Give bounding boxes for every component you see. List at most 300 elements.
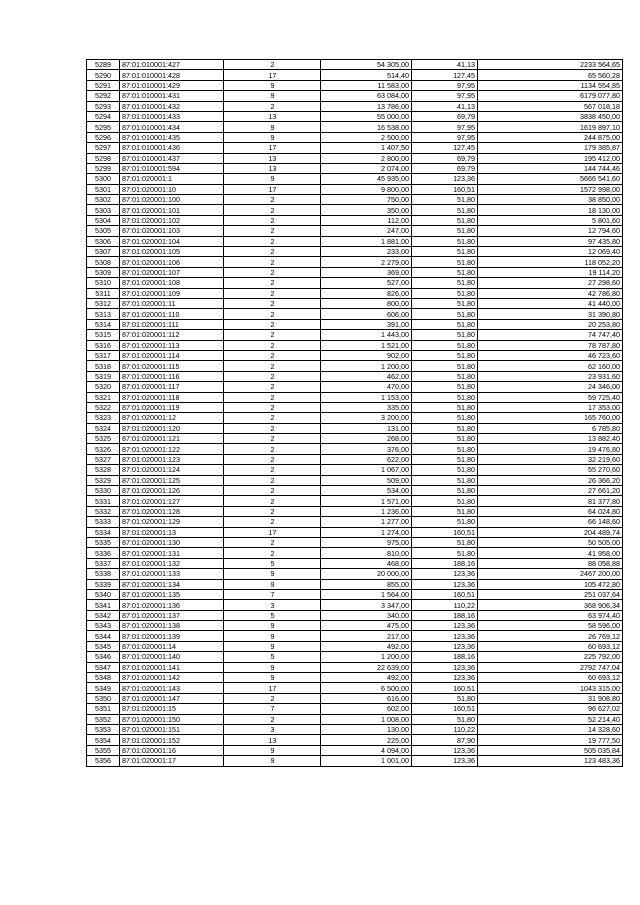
area-cell: 1 277,00 [321,517,412,527]
cadastral-number-cell: 87:01:020001:135 [120,589,224,599]
rate-cell: 123,36 [411,631,477,641]
area-cell: 810,00 [321,548,412,558]
zone-code-cell: 9 [224,662,321,672]
table-row [87,735,623,745]
row-number-cell: 5327 [87,454,120,464]
cadastral-number-cell: 87:01:020001:1 [120,174,224,184]
row-number-cell: 5344 [87,631,120,641]
table-row [87,527,623,537]
row-number-cell: 5332 [87,506,120,516]
zone-code-cell: 2 [224,382,321,392]
cadastral-number-cell: 87:01:020001:134 [120,579,224,589]
cadastral-value-cell: 23 931,60 [478,371,623,381]
cadastral-number-cell: 87:01:010001:431 [120,91,224,101]
cadastral-value-cell: 26 769,12 [478,631,623,641]
table-row [87,652,623,662]
table-row [87,725,623,735]
zone-code-cell: 9 [224,641,321,651]
rate-cell: 51,80 [411,444,477,454]
cadastral-number-cell: 87:01:010001:432 [120,101,224,111]
row-number-cell: 5321 [87,392,120,402]
rate-cell: 51,80 [411,205,477,215]
row-number-cell: 5348 [87,673,120,683]
table-row [87,423,623,433]
area-cell: 468,00 [321,558,412,568]
rate-cell: 188,16 [411,558,477,568]
cadastral-value-cell: 59 725,40 [478,392,623,402]
row-number-cell: 5298 [87,153,120,163]
area-cell: 1 443,00 [321,330,412,340]
zone-code-cell: 9 [224,122,321,132]
table-row [87,610,623,620]
zone-code-cell: 2 [224,506,321,516]
row-number-cell: 5315 [87,330,120,340]
table-row [87,101,623,111]
row-number-cell: 5338 [87,569,120,579]
row-number-cell: 5296 [87,132,120,142]
table-row [87,319,623,329]
zone-code-cell: 2 [224,60,321,70]
rate-cell: 123,36 [411,756,477,766]
cadastral-number-cell: 87:01:010001:433 [120,111,224,121]
row-number-cell: 5313 [87,309,120,319]
zone-code-cell: 2 [224,537,321,547]
table-row [87,350,623,360]
row-number-cell: 5311 [87,288,120,298]
table-row [87,506,623,516]
area-cell: 112,00 [321,215,412,225]
rate-cell: 127,45 [411,70,477,80]
table-row [87,278,623,288]
cadastral-number-cell: 87:01:020001:151 [120,725,224,735]
area-cell: 350,00 [321,205,412,215]
row-number-cell: 5346 [87,652,120,662]
cadastral-number-cell: 87:01:020001:13 [120,527,224,537]
zone-code-cell: 17 [224,527,321,537]
area-cell: 1 236,00 [321,506,412,516]
area-cell: 45 935,00 [321,174,412,184]
cadastral-number-cell: 87:01:010001:427 [120,60,224,70]
zone-code-cell: 9 [224,132,321,142]
area-cell: 975,00 [321,537,412,547]
area-cell: 527,00 [321,278,412,288]
area-cell: 376,00 [321,444,412,454]
area-cell: 1 008,00 [321,714,412,724]
table-row [87,402,623,412]
rate-cell: 69,79 [411,163,477,173]
cadastral-number-cell: 87:01:010001:594 [120,163,224,173]
cadastral-number-cell: 87:01:020001:110 [120,309,224,319]
zone-code-cell: 2 [224,413,321,423]
zone-code-cell: 9 [224,756,321,766]
cadastral-value-cell: 251 037,64 [478,589,623,599]
table-row [87,309,623,319]
area-cell: 1 200,00 [321,652,412,662]
cadastral-value-cell: 118 052,20 [478,257,623,267]
cadastral-number-cell: 87:01:020001:100 [120,195,224,205]
cadastral-number-cell: 87:01:020001:136 [120,600,224,610]
area-cell: 606,00 [321,309,412,319]
rate-cell: 110,22 [411,725,477,735]
table-row [87,756,623,766]
cadastral-value-cell: 26 366,20 [478,475,623,485]
table-row [87,693,623,703]
table-row [87,537,623,547]
row-number-cell: 5291 [87,80,120,90]
rate-cell: 51,80 [411,226,477,236]
table-row [87,673,623,683]
area-cell: 534,00 [321,486,412,496]
row-number-cell: 5301 [87,184,120,194]
cadastral-value-cell: 105 472,80 [478,579,623,589]
row-number-cell: 5339 [87,579,120,589]
area-cell: 622,00 [321,454,412,464]
area-cell: 1 407,50 [321,143,412,153]
table-row [87,267,623,277]
cadastral-number-cell: 87:01:020001:104 [120,236,224,246]
rate-cell: 160,51 [411,589,477,599]
row-number-cell: 5345 [87,641,120,651]
row-number-cell: 5309 [87,267,120,277]
area-cell: 3 347,00 [321,600,412,610]
area-cell: 11 583,00 [321,80,412,90]
rate-cell: 51,80 [411,506,477,516]
row-number-cell: 5333 [87,517,120,527]
cadastral-value-cell: 1043 315,00 [478,683,623,693]
cadastral-number-cell: 87:01:020001:130 [120,537,224,547]
rate-cell: 69,79 [411,111,477,121]
cadastral-value-cell: 6 785,80 [478,423,623,433]
zone-code-cell: 2 [224,236,321,246]
rate-cell: 41,13 [411,60,477,70]
cadastral-number-cell: 87:01:020001:125 [120,475,224,485]
row-number-cell: 5352 [87,714,120,724]
cadastral-number-cell: 87:01:010001:435 [120,132,224,142]
cadastral-number-cell: 87:01:020001:101 [120,205,224,215]
cadastral-number-cell: 87:01:020001:147 [120,693,224,703]
zone-code-cell: 2 [224,693,321,703]
cadastral-value-cell: 52 214,40 [478,714,623,724]
table-row [87,704,623,714]
zone-code-cell: 2 [224,330,321,340]
zone-code-cell: 9 [224,745,321,755]
area-cell: 1 153,00 [321,392,412,402]
cadastral-number-cell: 87:01:020001:121 [120,434,224,444]
cadastral-value-table [86,59,623,767]
cadastral-number-cell: 87:01:020001:113 [120,340,224,350]
zone-code-cell: 2 [224,423,321,433]
area-cell: 6 500,00 [321,683,412,693]
cadastral-value-cell: 1619 897,10 [478,122,623,132]
rate-cell: 51,80 [411,257,477,267]
table-row [87,662,623,672]
cadastral-value-cell: 27 661,20 [478,486,623,496]
cadastral-value-cell: 88 058,88 [478,558,623,568]
zone-code-cell: 7 [224,704,321,714]
cadastral-value-cell: 13 882,40 [478,434,623,444]
row-number-cell: 5337 [87,558,120,568]
cadastral-value-cell: 123 483,36 [478,756,623,766]
table-row [87,641,623,651]
row-number-cell: 5325 [87,434,120,444]
table-row [87,184,623,194]
cadastral-number-cell: 87:01:010001:434 [120,122,224,132]
cadastral-value-cell: 24 346,00 [478,382,623,392]
cadastral-number-cell: 87:01:020001:117 [120,382,224,392]
table-row [87,382,623,392]
area-cell: 470,00 [321,382,412,392]
cadastral-number-cell: 87:01:010001:437 [120,153,224,163]
cadastral-number-cell: 87:01:020001:143 [120,683,224,693]
cadastral-number-cell: 87:01:020001:111 [120,319,224,329]
cadastral-value-cell: 179 385,87 [478,143,623,153]
cadastral-number-cell: 87:01:020001:16 [120,745,224,755]
zone-code-cell: 2 [224,319,321,329]
zone-code-cell: 3 [224,725,321,735]
cadastral-value-cell: 5 801,60 [478,215,623,225]
zone-code-cell: 2 [224,278,321,288]
cadastral-number-cell: 87:01:020001:123 [120,454,224,464]
row-number-cell: 5317 [87,350,120,360]
cadastral-number-cell: 87:01:020001:128 [120,506,224,516]
area-cell: 340,00 [321,610,412,620]
zone-code-cell: 2 [224,434,321,444]
area-cell: 369,00 [321,267,412,277]
cadastral-value-cell: 18 130,00 [478,205,623,215]
row-number-cell: 5323 [87,413,120,423]
cadastral-value-cell: 60 693,12 [478,673,623,683]
zone-code-cell: 2 [224,475,321,485]
table-row [87,174,623,184]
cadastral-value-cell: 63 974,40 [478,610,623,620]
zone-code-cell: 2 [224,267,321,277]
zone-code-cell: 2 [224,226,321,236]
cadastral-value-cell: 567 018,18 [478,101,623,111]
zone-code-cell: 2 [224,444,321,454]
row-number-cell: 5354 [87,735,120,745]
table-row [87,371,623,381]
rate-cell: 51,80 [411,465,477,475]
cadastral-number-cell: 87:01:020001:137 [120,610,224,620]
row-number-cell: 5330 [87,486,120,496]
rate-cell: 51,80 [411,548,477,558]
cadastral-number-cell: 87:01:020001:127 [120,496,224,506]
cadastral-value-cell: 1572 998,00 [478,184,623,194]
area-cell: 514,40 [321,70,412,80]
cadastral-value-cell: 195 412,00 [478,153,623,163]
cadastral-value-cell: 19 777,50 [478,735,623,745]
table-row [87,496,623,506]
rate-cell: 69,79 [411,153,477,163]
zone-code-cell: 9 [224,673,321,683]
zone-code-cell: 2 [224,371,321,381]
rate-cell: 123,36 [411,621,477,631]
row-number-cell: 5318 [87,361,120,371]
zone-code-cell: 7 [224,589,321,599]
rate-cell: 51,80 [411,340,477,350]
zone-code-cell: 2 [224,247,321,257]
zone-code-cell: 2 [224,257,321,267]
rate-cell: 123,36 [411,569,477,579]
rate-cell: 51,80 [411,714,477,724]
table-row [87,454,623,464]
cadastral-number-cell: 87:01:020001:122 [120,444,224,454]
cadastral-number-cell: 87:01:020001:116 [120,371,224,381]
rate-cell: 87,90 [411,735,477,745]
cadastral-value-cell: 42 786,80 [478,288,623,298]
row-number-cell: 5351 [87,704,120,714]
table-row [87,70,623,80]
rate-cell: 51,80 [411,475,477,485]
rate-cell: 97,95 [411,122,477,132]
cadastral-number-cell: 87:01:020001:126 [120,486,224,496]
row-number-cell: 5322 [87,402,120,412]
cadastral-number-cell: 87:01:020001:131 [120,548,224,558]
zone-code-cell: 2 [224,195,321,205]
cadastral-value-cell: 66 148,60 [478,517,623,527]
cadastral-number-cell: 87:01:010001:428 [120,70,224,80]
row-number-cell: 5334 [87,527,120,537]
rate-cell: 97,95 [411,132,477,142]
table-row [87,714,623,724]
area-cell: 1 564,00 [321,589,412,599]
rate-cell: 51,80 [411,413,477,423]
row-number-cell: 5328 [87,465,120,475]
area-cell: 902,00 [321,350,412,360]
area-cell: 217,00 [321,631,412,641]
cadastral-number-cell: 87:01:020001:109 [120,288,224,298]
row-number-cell: 5331 [87,496,120,506]
cadastral-number-cell: 87:01:020001:141 [120,662,224,672]
row-number-cell: 5353 [87,725,120,735]
cadastral-number-cell: 87:01:020001:124 [120,465,224,475]
cadastral-value-cell: 78 787,80 [478,340,623,350]
row-number-cell: 5356 [87,756,120,766]
rate-cell: 51,80 [411,267,477,277]
table-row [87,288,623,298]
row-number-cell: 5308 [87,257,120,267]
cadastral-number-cell: 87:01:020001:17 [120,756,224,766]
zone-code-cell: 9 [224,631,321,641]
cadastral-value-cell: 12 794,60 [478,226,623,236]
rate-cell: 123,36 [411,662,477,672]
row-number-cell: 5290 [87,70,120,80]
table-row [87,80,623,90]
rate-cell: 51,80 [411,288,477,298]
cadastral-number-cell: 87:01:020001:138 [120,621,224,631]
rate-cell: 51,80 [411,236,477,246]
rate-cell: 123,36 [411,579,477,589]
cadastral-value-cell: 38 850,00 [478,195,623,205]
row-number-cell: 5314 [87,319,120,329]
area-cell: 1 001,00 [321,756,412,766]
cadastral-number-cell: 87:01:020001:129 [120,517,224,527]
table-row [87,600,623,610]
cadastral-value-cell: 12 069,40 [478,247,623,257]
cadastral-value-cell: 6179 077,80 [478,91,623,101]
rate-cell: 123,36 [411,745,477,755]
cadastral-number-cell: 87:01:020001:119 [120,402,224,412]
table-row [87,465,623,475]
table-row [87,122,623,132]
row-number-cell: 5336 [87,548,120,558]
row-number-cell: 5342 [87,610,120,620]
rate-cell: 51,80 [411,392,477,402]
cadastral-number-cell: 87:01:020001:115 [120,361,224,371]
zone-code-cell: 2 [224,215,321,225]
cadastral-value-cell: 204 489,74 [478,527,623,537]
area-cell: 233,00 [321,247,412,257]
cadastral-value-cell: 244 875,00 [478,132,623,142]
cadastral-value-cell: 2467 200,00 [478,569,623,579]
area-cell: 225,00 [321,735,412,745]
zone-code-cell: 2 [224,465,321,475]
zone-code-cell: 13 [224,153,321,163]
zone-code-cell: 9 [224,579,321,589]
area-cell: 492,00 [321,673,412,683]
area-cell: 1 881,00 [321,236,412,246]
zone-code-cell: 17 [224,683,321,693]
area-cell: 1 274,00 [321,527,412,537]
table-row [87,548,623,558]
cadastral-number-cell: 87:01:020001:150 [120,714,224,724]
row-number-cell: 5324 [87,423,120,433]
rate-cell: 160,51 [411,184,477,194]
table-row [87,434,623,444]
row-number-cell: 5302 [87,195,120,205]
area-cell: 3 200,00 [321,413,412,423]
zone-code-cell: 13 [224,163,321,173]
area-cell: 1 067,00 [321,465,412,475]
zone-code-cell: 2 [224,361,321,371]
cadastral-value-cell: 74 747,40 [478,330,623,340]
zone-code-cell: 13 [224,111,321,121]
area-cell: 391,00 [321,319,412,329]
row-number-cell: 5347 [87,662,120,672]
zone-code-cell: 3 [224,600,321,610]
row-number-cell: 5304 [87,215,120,225]
zone-code-cell: 5 [224,652,321,662]
cadastral-number-cell: 87:01:020001:142 [120,673,224,683]
table-row [87,195,623,205]
cadastral-number-cell: 87:01:020001:140 [120,652,224,662]
row-number-cell: 5341 [87,600,120,610]
zone-code-cell: 2 [224,205,321,215]
rate-cell: 51,80 [411,517,477,527]
rate-cell: 51,80 [411,361,477,371]
row-number-cell: 5310 [87,278,120,288]
table-row [87,205,623,215]
zone-code-cell: 2 [224,517,321,527]
table-row [87,413,623,423]
cadastral-number-cell: 87:01:020001:107 [120,267,224,277]
table-row [87,298,623,308]
rate-cell: 188,16 [411,652,477,662]
cadastral-number-cell: 87:01:010001:429 [120,80,224,90]
rate-cell: 51,80 [411,537,477,547]
rate-cell: 51,80 [411,309,477,319]
table-row [87,621,623,631]
area-cell: 750,00 [321,195,412,205]
cadastral-number-cell: 87:01:020001:10 [120,184,224,194]
area-cell: 2 800,00 [321,153,412,163]
area-cell: 54 305,00 [321,60,412,70]
table-row [87,111,623,121]
row-number-cell: 5307 [87,247,120,257]
area-cell: 602,00 [321,704,412,714]
row-number-cell: 5335 [87,537,120,547]
cadastral-value-cell: 144 744,46 [478,163,623,173]
